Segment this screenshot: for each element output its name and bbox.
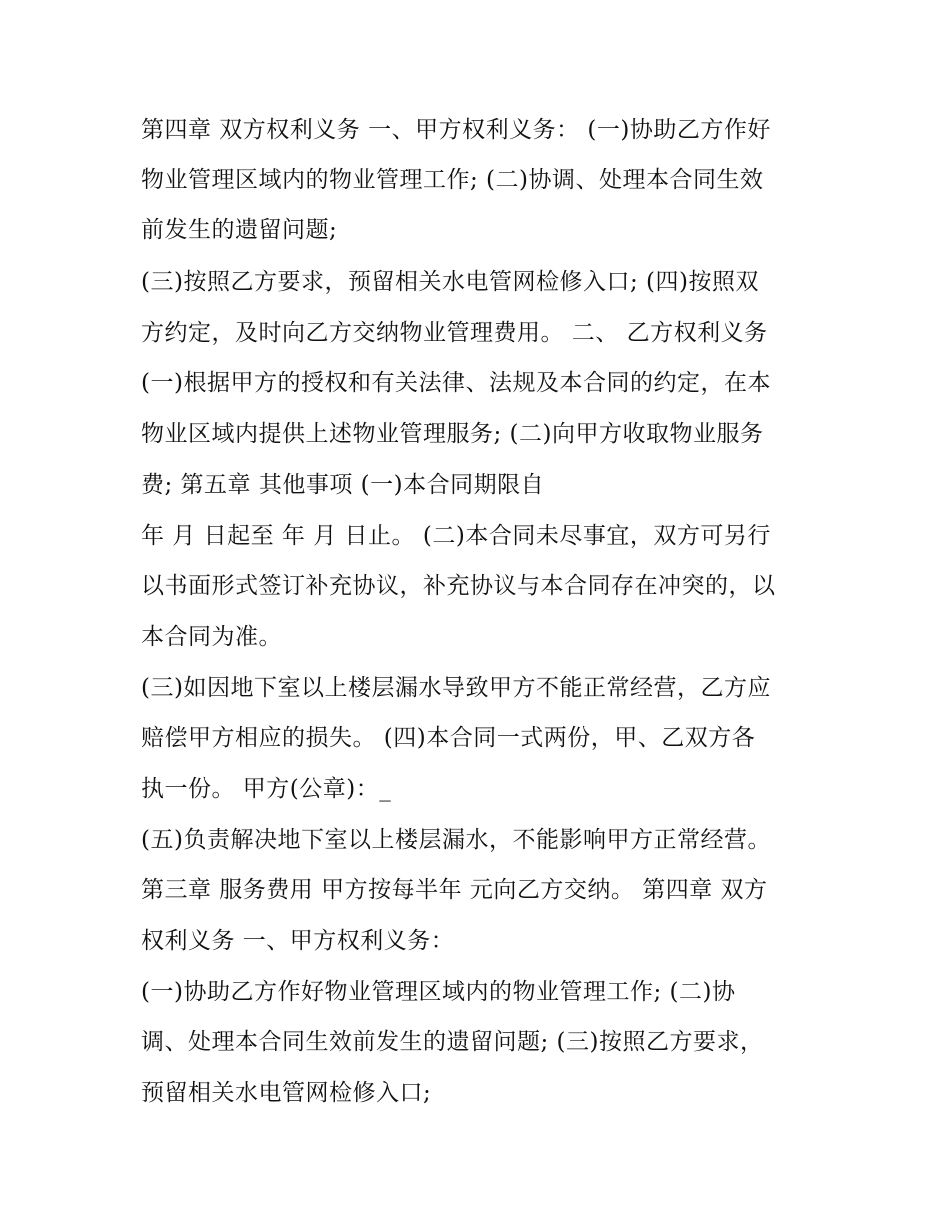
text-line-7: 物业区域内提供上述物业管理服务; (二)向甲方收取物业服务	[141, 421, 764, 447]
text-line-10: 以书面形式签订补充协议，补充协议与本合同存在冲突的，以	[141, 573, 776, 599]
text-line-11: 本合同为准。	[141, 624, 282, 650]
text-line-5: 方约定，及时向乙方交纳物业管理费用。 二、 乙方权利义务	[141, 320, 768, 346]
text-line-4: (三)按照乙方要求，预留相关水电管网检修入口; (四)按照双	[141, 269, 759, 295]
text-line-8: 费; 第五章 其他事项 (一)本合同期限自	[141, 472, 545, 498]
text-line-2: 物业管理区域内的物业管理工作; (二)协调、处理本合同生效	[141, 167, 764, 193]
text-line-6: (一)根据甲方的授权和有关法律、法规及本合同的约定，在本	[141, 370, 771, 396]
text-line-20: 预留相关水电管网检修入口;	[141, 1080, 432, 1106]
text-line-19: 调、处理本合同生效前发生的遗留问题; (三)按照乙方要求，	[141, 1029, 764, 1055]
text-line-13: 赔偿甲方相应的损失。 (四)本合同一式两份，甲、乙双方各	[141, 725, 756, 751]
text-line-18: (一)协助乙方作好物业管理区域内的物业管理工作; (二)协	[141, 979, 736, 1005]
text-line-12: (三)如因地下室以上楼层漏水导致甲方不能正常经营，乙方应	[141, 675, 771, 701]
text-line-15: (五)负责解决地下室以上楼层漏水，不能影响甲方正常经营。	[141, 827, 771, 853]
text-line-1: 第四章 双方权利义务 一、甲方权利义务： (一)协助乙方作好	[141, 117, 771, 143]
text-line-3: 前发生的遗留问题;	[141, 217, 338, 243]
text-line-17: 权利义务 一、甲方权利义务：	[141, 928, 455, 954]
text-line-14: 执一份。 甲方(公章)：_	[141, 776, 392, 802]
text-line-16: 第三章 服务费用 甲方按每半年 元向乙方交纳。 第四章 双方	[141, 877, 768, 903]
text-line-9: 年 月 日起至 年 月 日止。 (二)本合同未尽事宜，双方可另行	[141, 523, 771, 549]
